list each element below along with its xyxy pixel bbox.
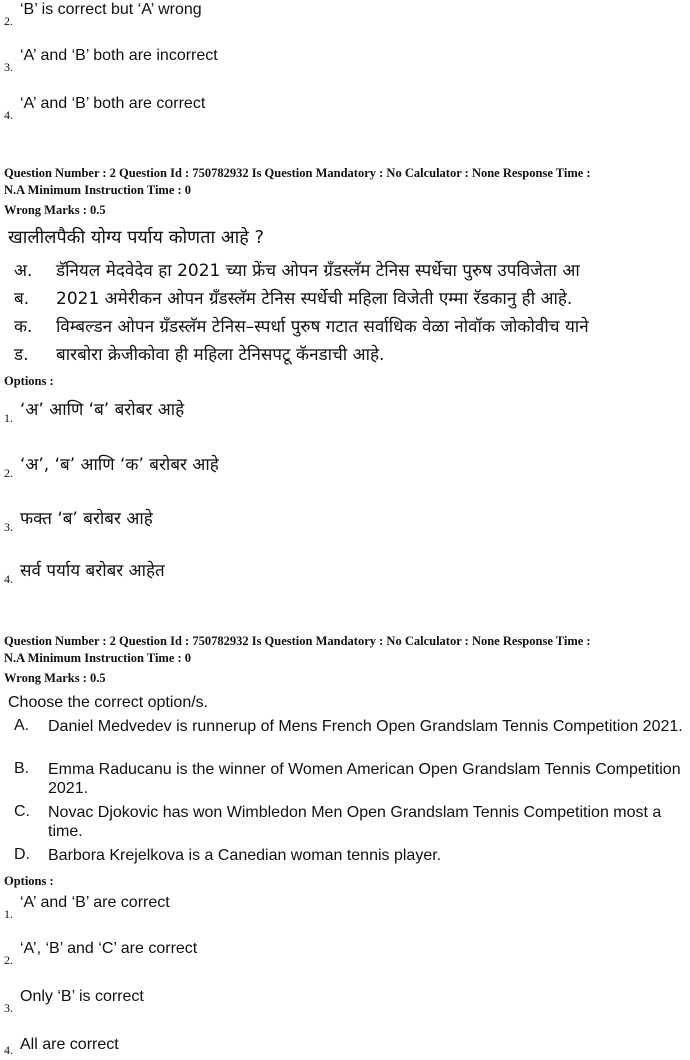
option-number: 1. — [4, 411, 13, 425]
option-text: ‘अ’, ‘ब’ आणि ‘क’ बरोबर आहे — [20, 455, 219, 475]
options-label: Options : — [4, 374, 54, 388]
question-meta-time: N.A Minimum Instruction Time : 0 — [4, 651, 192, 665]
option-text: ‘B’ is correct but ‘A’ wrong — [20, 1, 202, 18]
question-meta: Question Number : 2 Question Id : 750782932 Is Question Mandatory : No Calculator : None Response Time : — [4, 166, 591, 180]
statement-text: Daniel Medvedev is runnerup of Mens French Open Grandslam Tennis Competition 2021. — [48, 718, 683, 735]
question-stem: खालीलपैकी योग्य पर्याय कोणता आहे ? — [8, 227, 265, 248]
option-number: 2. — [4, 953, 13, 967]
option-text: फक्त ‘ब’ बरोबर आहे — [20, 509, 153, 529]
option-number: 4. — [4, 572, 13, 586]
option-number: 1. — [4, 907, 13, 921]
statement-letter: क. — [14, 317, 33, 337]
option-text: ‘A’ and ‘B’ both are incorrect — [20, 47, 218, 64]
statement-text: Novac Djokovic has won Wimbledon Men Open Grandslam Tennis Competition most a time. — [48, 804, 662, 840]
statement-text: 2021 अमेरीकन ओपन ग्रँडस्लॅम टेनिस स्पर्धेची महिला विजेती एम्मा रॅडकानु ही आहे. — [56, 289, 573, 309]
options-label: Options : — [4, 874, 54, 888]
statement-letter: ड. — [14, 345, 29, 365]
option-text: All are correct — [20, 1036, 119, 1053]
question-meta-time: N.A Minimum Instruction Time : 0 — [4, 183, 192, 197]
option-number: 4. — [4, 1043, 13, 1057]
question-meta: Question Number : 2 Question Id : 750782932 Is Question Mandatory : No Calculator : None Response Time : — [4, 634, 591, 648]
statement-letter: C. — [14, 803, 30, 820]
statement-text: विम्बल्डन ओपन ग्रँडस्लॅम टेनिस–स्पर्धा पुरुष गटात सर्वाधिक वेळा नोवॉक जोकोवीच याने — [56, 317, 589, 337]
option-text: ‘A’, ‘B’ and ‘C’ are correct — [20, 940, 198, 957]
statement-letter: D. — [14, 846, 30, 863]
statement-letter: A. — [14, 717, 30, 734]
statement-text: डॅनियल मेदवेदेव हा 2021 च्या फ्रेंच ओपन ग्रँडस्लॅम टेनिस स्पर्धेचा पुरुष उपविजेता आ — [56, 261, 580, 281]
statement-text: बारबोरा क्रेजीकोवा ही महिला टेनिसपटू कॅनडाची आहे. — [56, 345, 385, 365]
statement-text: Emma Raducanu is the winner of Women American Open Grandslam Tennis Competition 2021. — [48, 761, 681, 797]
wrong-marks: Wrong Marks : 0.5 — [4, 671, 106, 685]
statement-text: Barbora Krejelkova is a Canedian woman tennis player. — [48, 847, 442, 864]
option-text: Only ‘B’ is correct — [20, 988, 144, 1005]
option-number: 2. — [4, 14, 13, 28]
wrong-marks: Wrong Marks : 0.5 — [4, 203, 106, 217]
statement-letter: B. — [14, 760, 30, 777]
option-text: ‘A’ and ‘B’ both are correct — [20, 95, 206, 112]
option-number: 3. — [4, 60, 13, 74]
option-text: ‘अ’ आणि ‘ब’ बरोबर आहे — [20, 400, 185, 420]
option-text: सर्व पर्याय बरोबर आहेत — [20, 561, 165, 581]
statement-letter: ब. — [14, 289, 30, 309]
option-number: 3. — [4, 1001, 13, 1015]
question-stem: Choose the correct option/s. — [8, 694, 209, 711]
option-text: ‘A’ and ‘B’ are correct — [20, 894, 170, 911]
option-number: 4. — [4, 108, 13, 122]
option-number: 3. — [4, 520, 13, 534]
statement-letter: अ. — [14, 261, 33, 281]
option-number: 2. — [4, 466, 13, 480]
